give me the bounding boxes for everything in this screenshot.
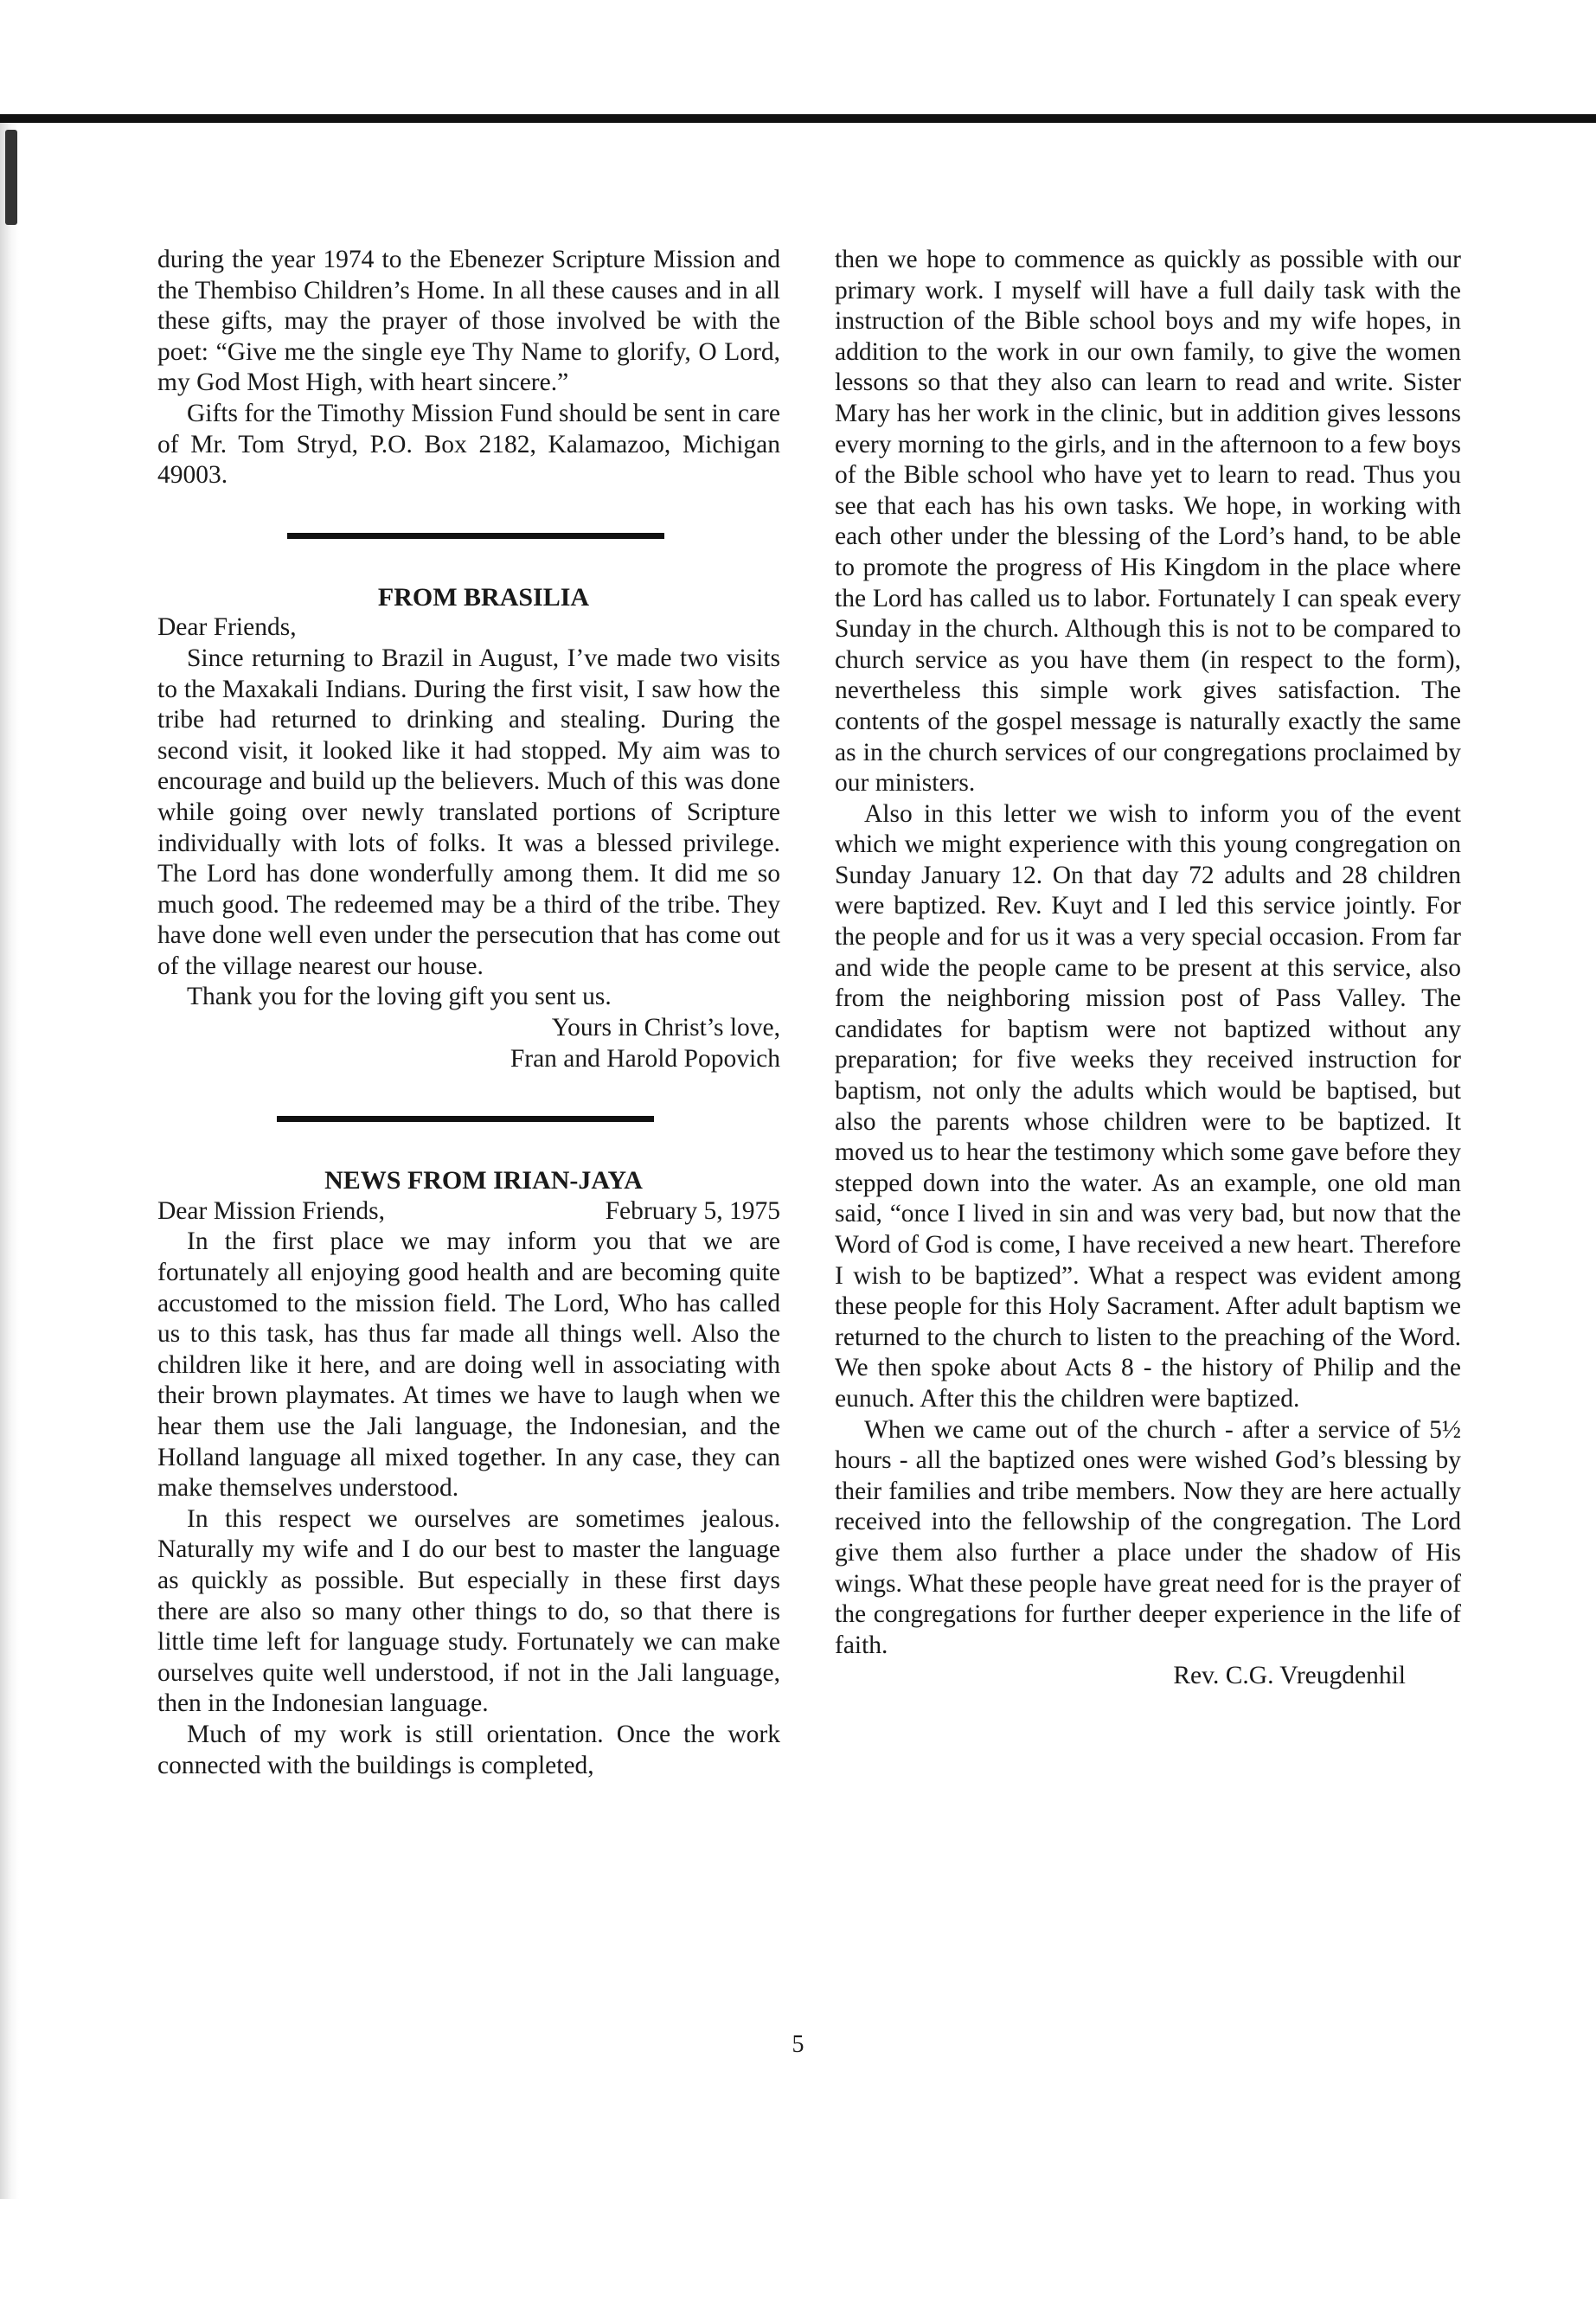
- irian-jaya-section: [157, 1165, 780, 1781]
- scan-top-edge: [0, 114, 1596, 123]
- salutation-line: [157, 1196, 780, 1227]
- letter-paragraph: Since returning to Brazil in August, I’ve made two visits to the Maxakali Indians. During the first visit, I saw how the tribe had returned to drinking and stealing. During the second visit, it looked like it had stopped. My aim was to encourage and build up the believers. Much of this was done while going over newly translated portions of Scripture individually with lots of folks. It was a blessed privilege. The Lord has done wonderfully among them. It did me so much good. The redeemed may be a third of the tribe. They have done well even under the persecution that has come out of the village nearest our house.: [157, 644, 780, 980]
- letter-paragraph: Much of my work is still orientation. Once the work connected with the buildings is completed,: [157, 1720, 780, 1779]
- letter-signature: Fran and Harold Popovich: [510, 1044, 780, 1073]
- letter-paragraph: In the first place we may inform you that we are fortunately all enjoying good health and are becoming quite accustomed to the mission field. The Lord, Who has called us to this task, has thus far made all things well. Also the children like it here, and are doing well in associating with their brown playmates. At times we have to laugh when we hear them use the Jali language, the Indonesian, and the Holland language all mixed together. In any case, they can make themselves understood.: [157, 1227, 780, 1503]
- letter-closing: Yours in Christ’s love,: [551, 1014, 780, 1042]
- letter-paragraph: Also in this letter we wish to inform you of the event which we might experience with this young congregation on Sunday January 12. On that day 72 adults and 28 children were baptized. Rev. Kuyt and I led this service jointly. For the people and for us it was a very special occasion. From far and wide the people came to be present at this service, also from the neighboring mission post of Pass Valley. The candidates for baptism were not baptized without any preparation; for five weeks they received instruction for baptism, not only the adults which would be baptised, but also the parents whose children were to be baptized. It moved us to hear the testimony which some gave before they stepped down into the water. As an example, one old man said, “once I lived in sin and was very bad, but now that the Word of God is come, I have received a new heart. Therefore I wish to be baptized”. What a respect was evident among these people for this Holy Sacrament. After adult baptism we returned to the church to listen to the preaching of the Word. We then spoke about Acts 8 - the history of Philip and the eunuch. After this the children were baptized.: [835, 799, 1461, 1413]
- right-column: [835, 245, 1461, 1692]
- page-number: 5: [792, 2031, 804, 2058]
- brasilia-section: [157, 582, 780, 1075]
- letter-paragraph: In this respect we ourselves are sometimes jealous. Naturally my wife and I do our best to master the language as quickly as possible. But especially in these first days there are also so many other things to do, so that there is little time left for language study. Fortunately we can make ourselves quite well understood, if not in the Jali language, then in the Indonesian language.: [157, 1504, 780, 1718]
- section-divider: [277, 1116, 654, 1122]
- section-divider: [287, 533, 664, 539]
- left-column: [157, 245, 780, 1781]
- section-heading: FROM BRASILIA: [377, 582, 590, 612]
- letter-date: February 5, 1975: [605, 1196, 780, 1225]
- letter-paragraph: then we hope to commence as quickly as possible with our primary work. I myself will have a full daily task with the instruction of the Bible school boys and my wife hopes, in addition to the work in our own family, to give the women lessons so that they also can learn to read and write. Sister Mary has her work in the clinic, but in addition gives lessons every morning to the girls, and in the afternoon to a few boys of the Bible school who have yet to learn to read. Thus you see that each has his own tasks. We hope, in working with each other under the blessing of the Lord’s hand, to be able to promote the progress of His Kingdom in the place where the Lord has called us to labor. Fortunately I can speak every Sunday in the church. Although this is not to be compared to church service as you have them (in respect to the form), nevertheless this simple work gives satisfaction. The contents of the gospel message is naturally exactly the same as in the church services of our congregations proclaimed by our ministers.: [835, 246, 1461, 798]
- scan-left-edge: [0, 123, 19, 2199]
- salutation: Dear Mission Friends,: [157, 1196, 386, 1225]
- scan-binding-mark: [5, 130, 17, 225]
- letter-signature: Rev. C.G. Vreugdenhil: [1173, 1662, 1406, 1690]
- salutation: Dear Friends,: [157, 613, 297, 642]
- section-heading: NEWS FROM IRIAN-JAYA: [324, 1166, 643, 1195]
- letter-paragraph: When we came out of the church - after a service of 5½ hours - all the baptized ones were wished God’s blessing by their families and tribe members. Now they are here actually received into the fellowship of the congregation. The Lord give them also further a place under the shadow of His wings. What these people have great need for is the prayer of the congregations for further deeper experience in the life of faith.: [835, 1415, 1461, 1659]
- letter-paragraph: Thank you for the loving gift you sent us.: [187, 983, 612, 1011]
- gifts-paragraph: Gifts for the Timothy Mission Fund should be sent in care of Mr. Tom Stryd, P.O. Box 2182, Kalamazoo, Michigan 49003.: [157, 399, 780, 490]
- continued-paragraph: during the year 1974 to the Ebenezer Scripture Mission and the Thembiso Children’s Home. In all these causes and in all these gifts, may the prayer of those involved be with the poet: “Give me the single eye Thy Name to glorify, O Lord, my God Most High, with heart sincere.”: [157, 246, 780, 397]
